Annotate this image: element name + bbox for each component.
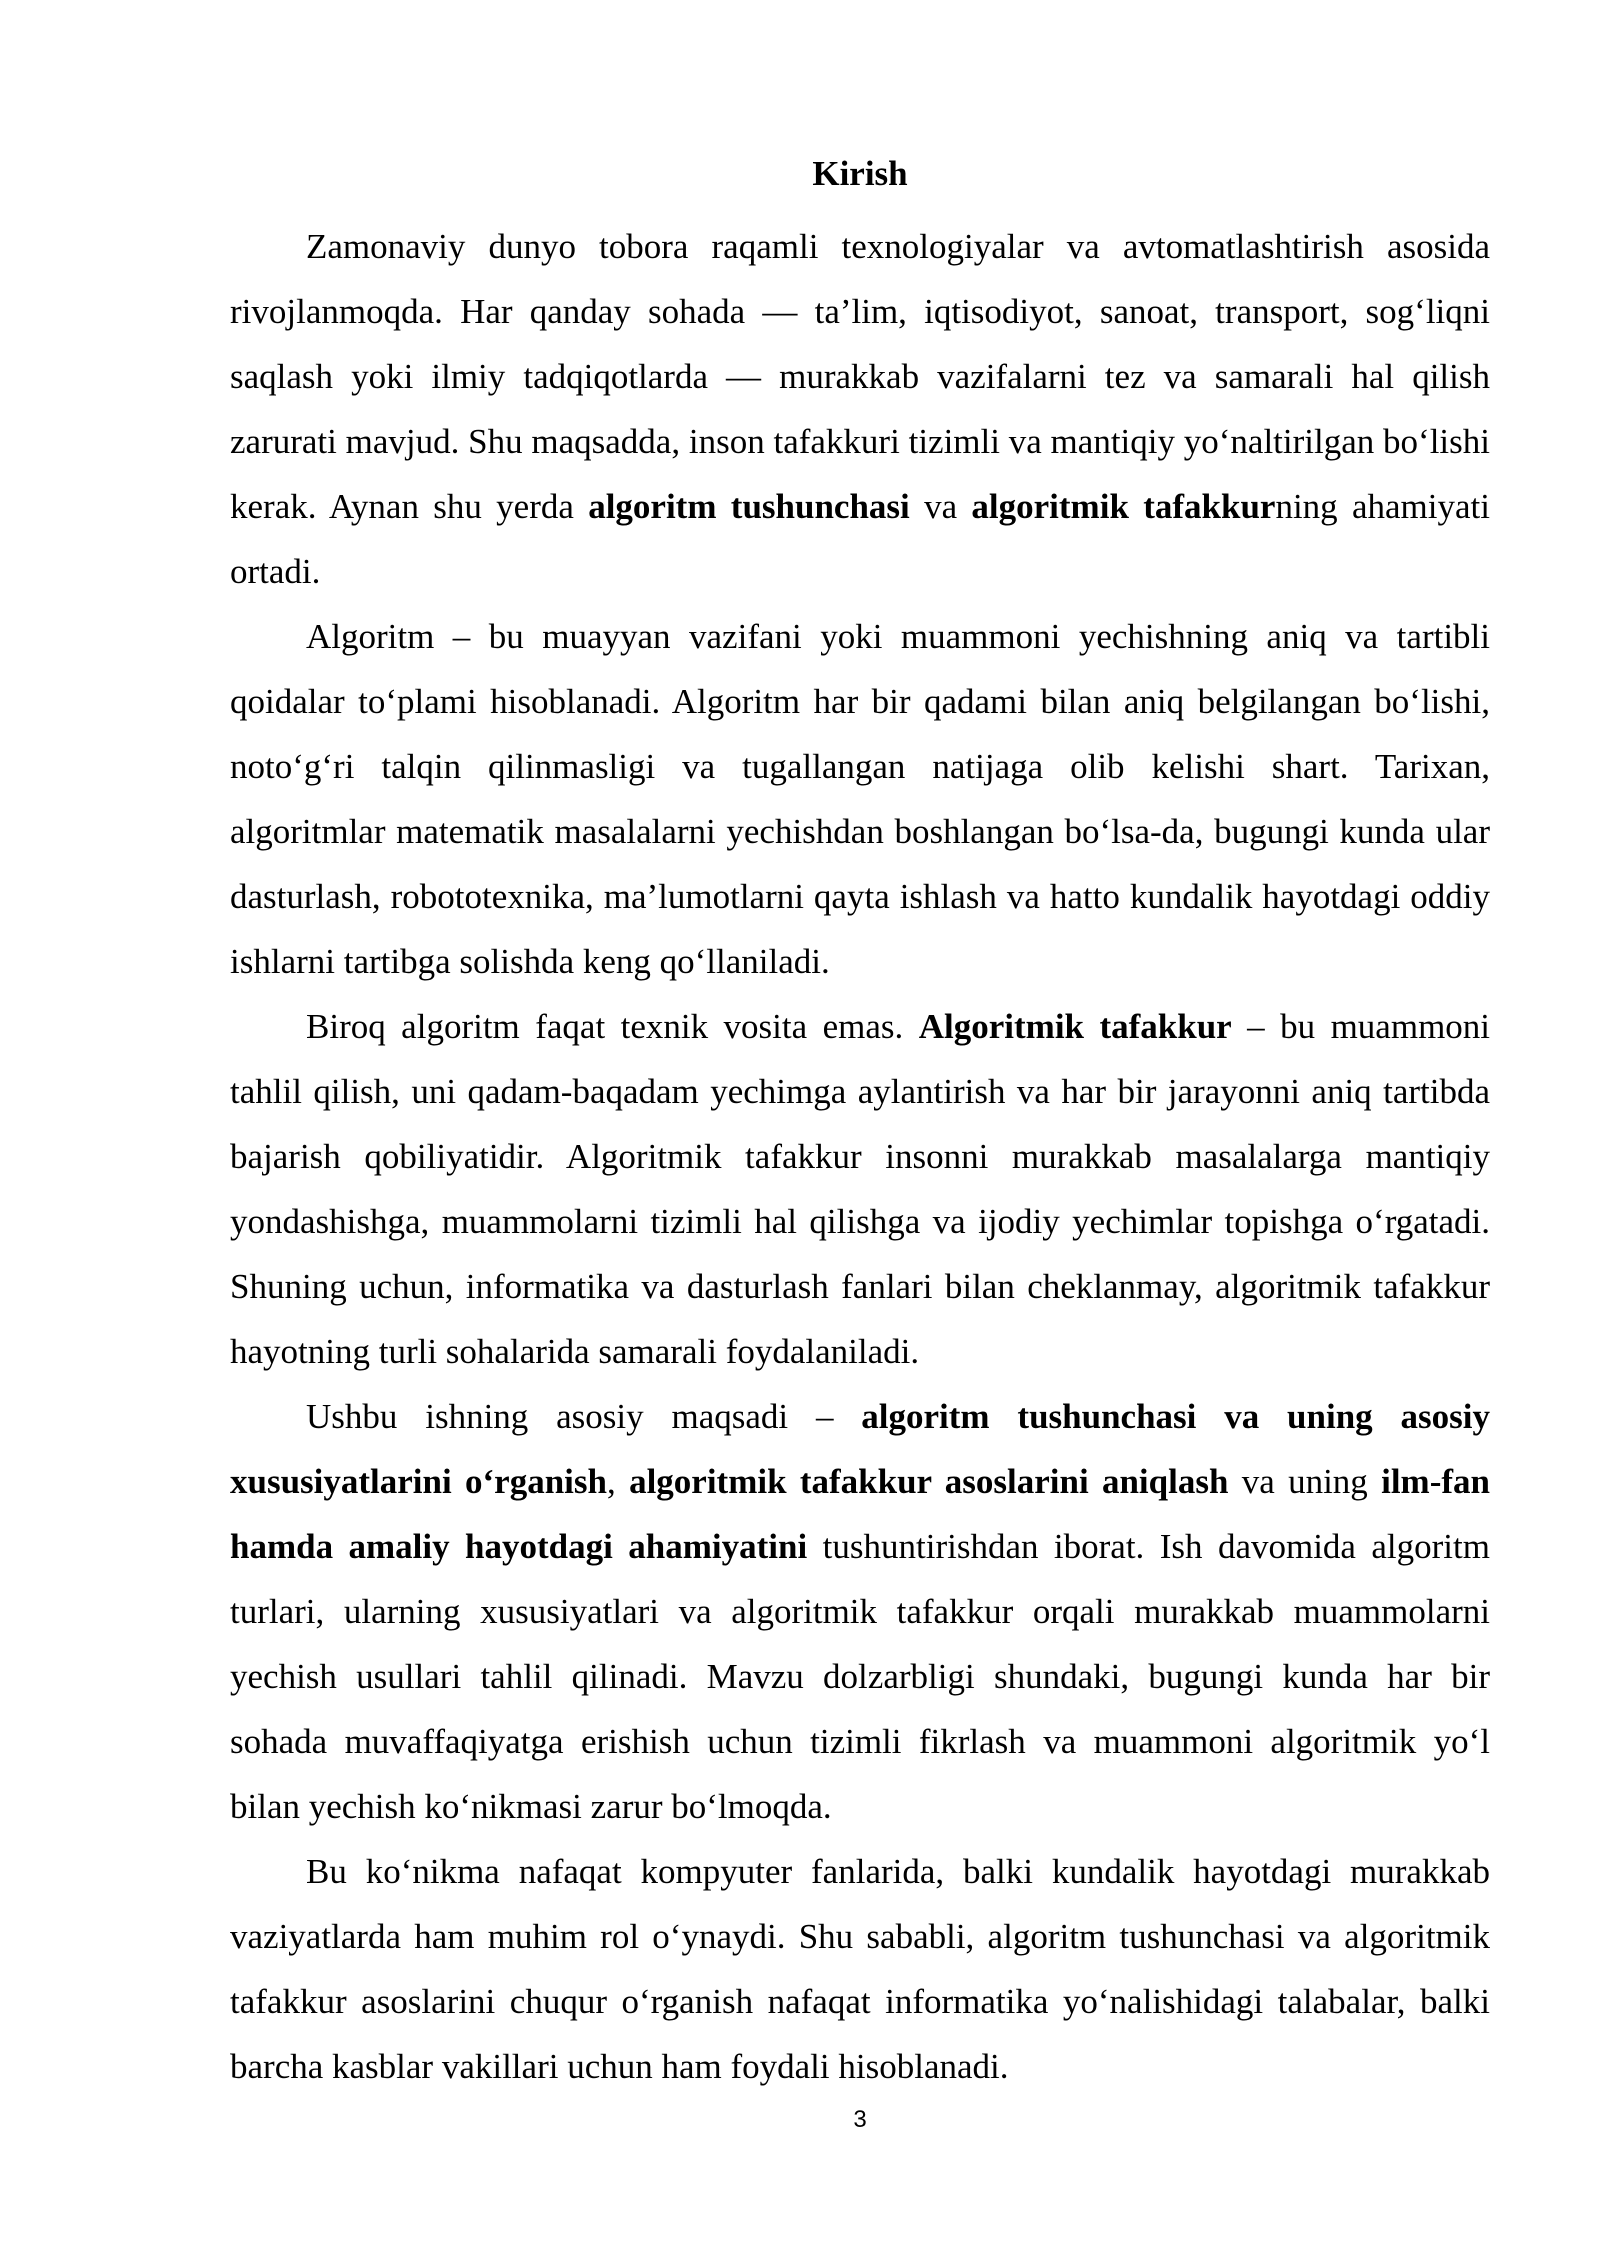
paragraph-text: Zamonaviy dunyo tobora raqamli texnologiyalar va avtomatlashtirish asosida rivojlanmoqda. Har qanday sohada — ta’lim, iqtisodiyot, sanoat, transport, sog‘liqni saqlash yoki ilmiy tadqiqotlarda — murakkab vazifalarni tez va samarali hal qilish zarurati mavjud. Shu maqsadda, inson tafakkuri tizimli va mantiqiy yo‘naltirilgan bo‘lishi kerak. Aynan shu yerda [230,227,1490,526]
paragraph-2 [230,604,1490,994]
page-number: 3 [853,2106,867,2133]
paragraph-5 [230,1839,1490,2099]
paragraph-text: , [607,1462,630,1501]
page-title: Kirish [812,154,908,193]
bold-term: algoritm tushunchasi [588,487,910,526]
bold-term: algoritmik tafakkur asoslarini aniqlash [629,1462,1229,1501]
paragraph-text: va [909,487,972,526]
paragraph-text: Biroq algoritm faqat texnik vosita emas. [306,1007,919,1046]
paragraph-text: – bu muammoni tahlil qilish, uni qadam-baqadam yechimga aylantirish va har bir jarayonni aniq tartibda bajarish qobiliyatidir. Algoritmik tafakkur insonni murakkab masalalarga mantiqiy yondashishga, muammolarni tizimli hal qilishga va ijodiy yechimlar topishga o‘rgatadi. Shuning uchun, informatika va dasturlash fanlari bilan cheklanmay, algoritmik tafakkur hayotning turli sohalarida samarali foydalaniladi. [230,1007,1491,1371]
paragraph-text: ning ahamiyati ortadi. [230,487,1490,591]
paragraph-text: va uning [1228,1462,1382,1501]
paragraph-text: Algoritm – bu muayyan vazifani yoki muammoni yechishning aniq va tartibli qoidalar to‘plami hisoblanadi. Algoritm har bir qadami bilan aniq belgilangan bo‘lishi, noto‘g‘ri talqin qilinmasligi va tugallangan natijaga olib kelishi shart. Tarixan, algoritmlar matematik masalalarni yechishdan boshlangan bo‘lsa-da, bugungi kunda ular dasturlash, robototexnika, ma’lumotlarni qayta ishlash va hatto kundalik hayotdagi oddiy ishlarni tartibga solishda keng qo‘llaniladi. [230,617,1490,981]
bold-term: algoritmik tafakkur [971,487,1276,526]
paragraph-1 [230,214,1490,604]
paragraph-3 [230,994,1490,1384]
bold-term: Algoritmik tafakkur [918,1007,1232,1046]
paragraph-4 [230,1384,1490,1839]
bold-term: ilm-fan hamda amaliy hayotdagi ahamiyatini [230,1462,1490,1566]
body-text [230,214,1490,2099]
paragraph-text: Bu ko‘nikma nafaqat kompyuter fanlarida, balki kundalik hayotdagi murakkab vaziyatlarda ham muhim rol o‘ynaydi. Shu sababli, algoritm tushunchasi va algoritmik tafakkur asoslarini chuqur o‘rganish nafaqat informatika yo‘nalishidagi talabalar, balki barcha kasblar vakillari uchun ham foydali hisoblanadi. [230,1852,1490,2086]
paragraph-text: tushuntirishdan iborat. Ish davomida algoritm turlari, ularning xususiyatlari va algoritmik tafakkur orqali murakkab muammolarni yechish usullari tahlil qilinadi. Mavzu dolzarbligi shundaki, bugungi kunda har bir sohada muvaffaqiyatga erishish uchun tizimli fikrlash va muammoni algoritmik yo‘l bilan yechish ko‘nikmasi zarur bo‘lmoqda. [230,1527,1490,1826]
bold-term: algoritm tushunchasi va uning asosiy xususiyatlarini o‘rganish [230,1397,1490,1501]
paragraph-text: Ushbu ishning asosiy maqsadi – [306,1397,862,1436]
